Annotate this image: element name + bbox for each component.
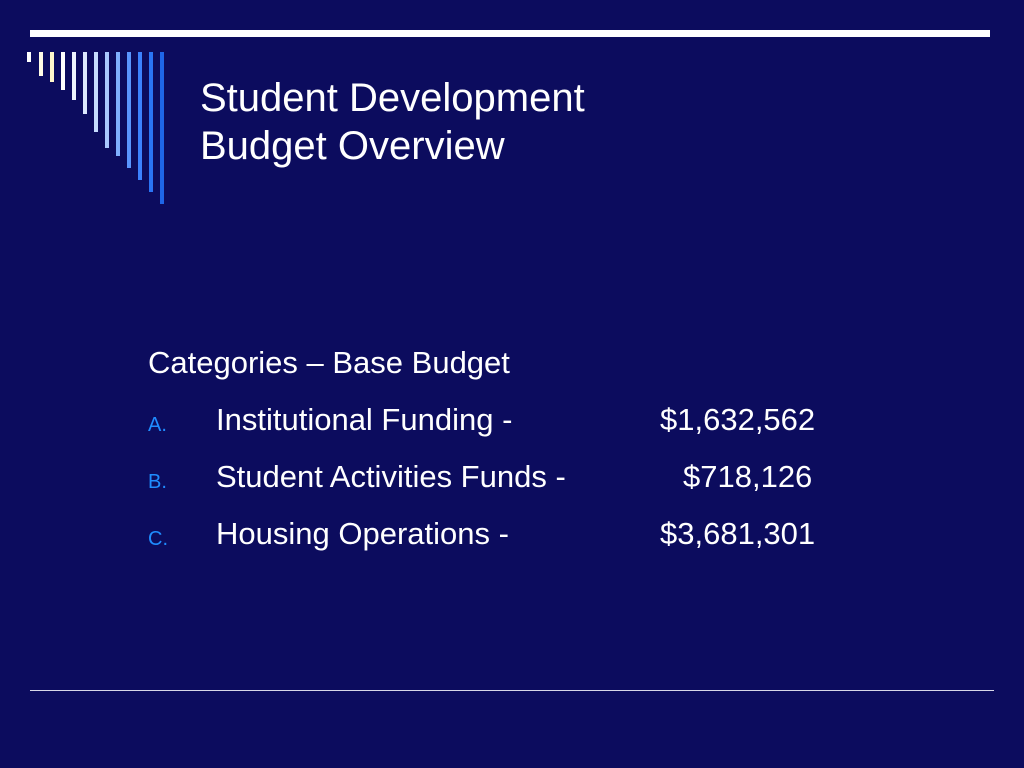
title-line-1: Student Development — [200, 76, 585, 120]
stripe — [83, 52, 87, 114]
item-label: Housing Operations - — [216, 516, 509, 551]
item-amount: $718,126 — [683, 459, 813, 494]
decorative-stripes — [0, 0, 180, 220]
list-item — [148, 457, 813, 514]
stripe — [27, 52, 31, 62]
stripe — [50, 52, 54, 82]
slide-content — [148, 343, 816, 571]
list-item — [148, 514, 816, 571]
stripe — [72, 52, 76, 100]
list-item — [148, 400, 816, 457]
slide-title — [200, 74, 585, 170]
stripe — [127, 52, 131, 168]
item-amount: $1,632,562 — [660, 402, 816, 437]
stripe — [160, 52, 164, 204]
item-amount: $3,681,301 — [660, 516, 816, 551]
stripe — [149, 52, 153, 192]
list-marker: C. — [148, 528, 168, 550]
stripe — [61, 52, 65, 90]
item-label: Institutional Funding - — [216, 402, 513, 437]
list-marker: A. — [148, 414, 167, 436]
stripe — [105, 52, 109, 148]
title-line-2: Budget Overview — [200, 124, 505, 168]
stripe — [94, 52, 98, 132]
item-label: Student Activities Funds - — [216, 459, 566, 494]
categories-heading: Categories – Base Budget — [148, 345, 510, 380]
stripe — [138, 52, 142, 180]
list-marker: B. — [148, 471, 167, 493]
stripe — [39, 52, 43, 76]
bottom-rule — [30, 690, 994, 691]
stripe — [116, 52, 120, 156]
